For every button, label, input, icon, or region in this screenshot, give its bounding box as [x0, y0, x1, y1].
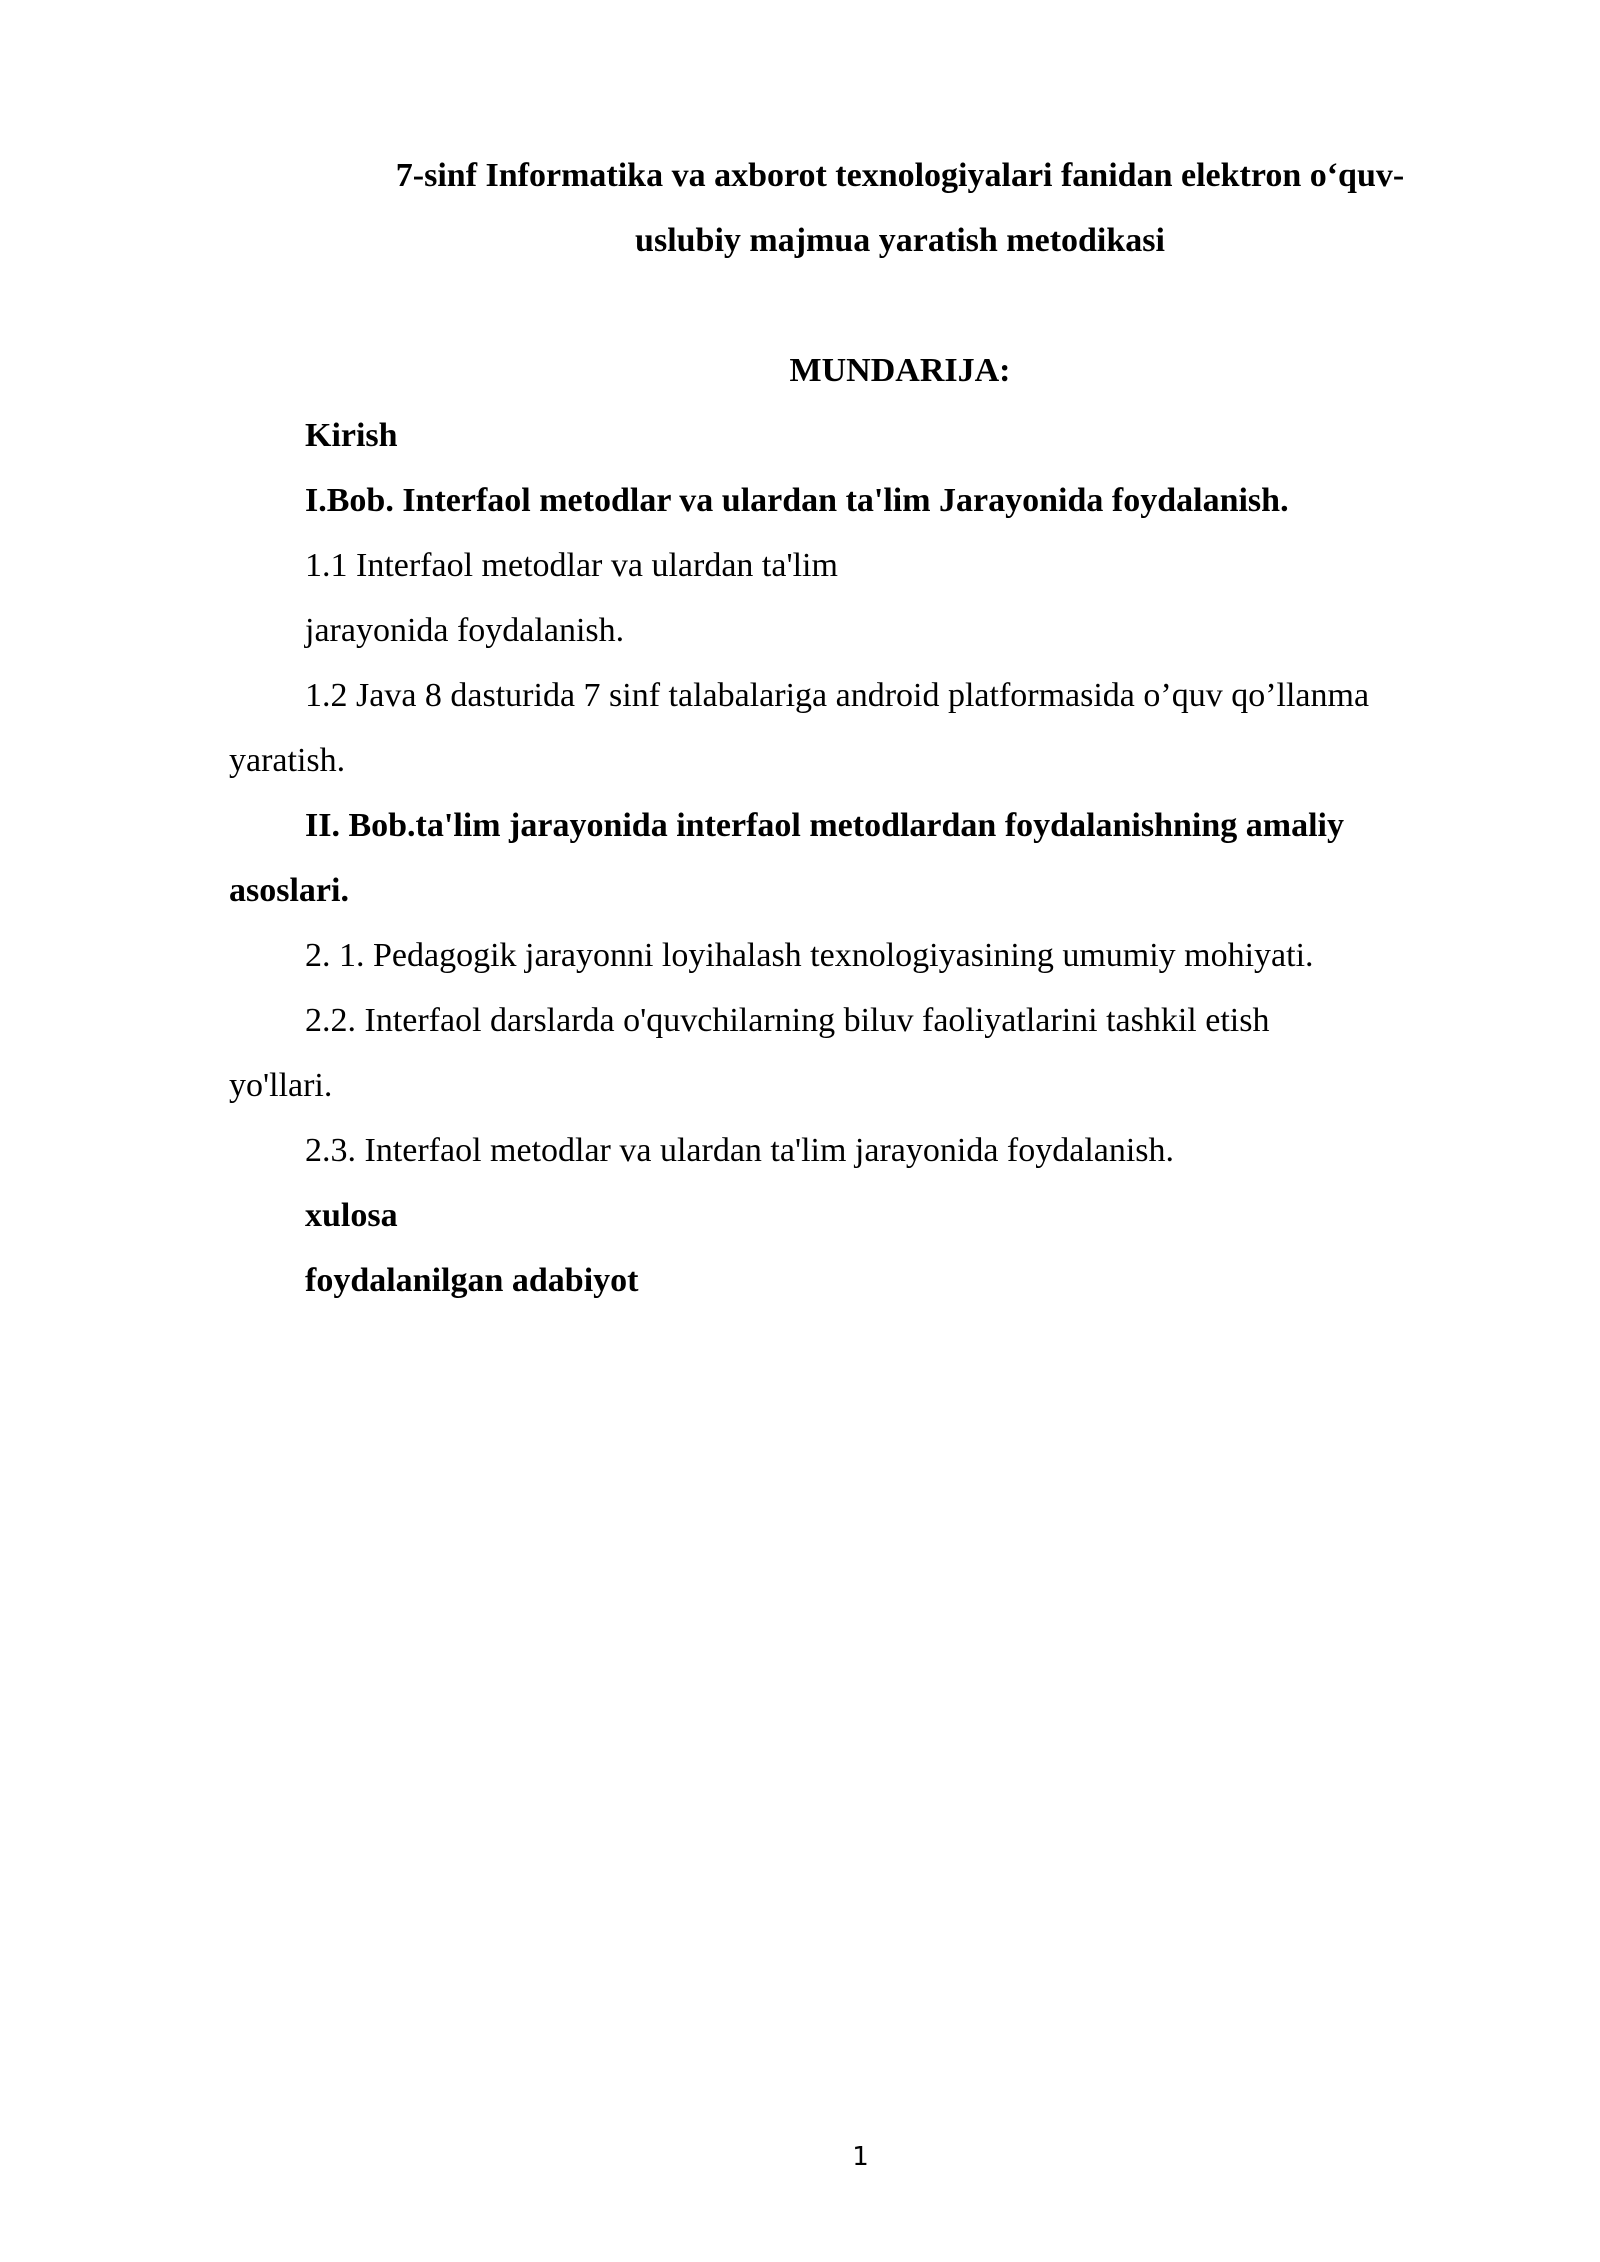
toc-item-chapter-1: I.Bob. Interfaol metodlar va ulardan ta'lim Jarayonida foydalanish. [305, 482, 1289, 519]
toc-item-chapter-2: II. Bob.ta'lim jarayonida interfaol metodlardan foydalanishning amaliy [305, 807, 1344, 844]
page-number: 1 [852, 2142, 869, 2172]
toc-item-section-1-2: 1.2 Java 8 dasturida 7 sinf talabalariga android platformasida o’quv qo’llanma [305, 677, 1370, 714]
toc-item-section-2-3: 2.3. Interfaol metodlar va ulardan ta'lim jarayonida foydalanish. [305, 1132, 1175, 1169]
toc-item-section-2-2: 2.2. Interfaol darslarda o'quvchilarning biluv faoliyatlarini tashkil etish [305, 1002, 1270, 1039]
toc-item-section-1-1: 1.1 Interfaol metodlar va ulardan ta'lim [305, 547, 838, 584]
toc-heading: MUNDARIJA: [789, 352, 1011, 389]
toc-item-section-2-1: 2. 1. Pedagogik jarayonni loyihalash texnologiyasining umumiy mohiyati. [305, 937, 1314, 974]
toc-item-introduction: Kirish [305, 417, 398, 454]
toc-item-references: foydalanilgan adabiyot [305, 1262, 639, 1299]
toc-item-section-1-1-cont: jarayonida foydalanish. [305, 612, 625, 649]
document-title-line-1: 7-sinf Informatika va axborot texnologiyalari fanidan elektron o‘quv- [395, 157, 1405, 194]
toc-item-conclusion: xulosa [305, 1197, 398, 1234]
toc-item-section-2-2-cont: yo'llari. [229, 1067, 333, 1104]
toc-item-section-1-2-cont: yaratish. [229, 742, 346, 779]
document-title-line-2: uslubiy majmua yaratish metodikasi [635, 222, 1165, 259]
toc-item-chapter-2-cont: asoslari. [229, 872, 349, 909]
